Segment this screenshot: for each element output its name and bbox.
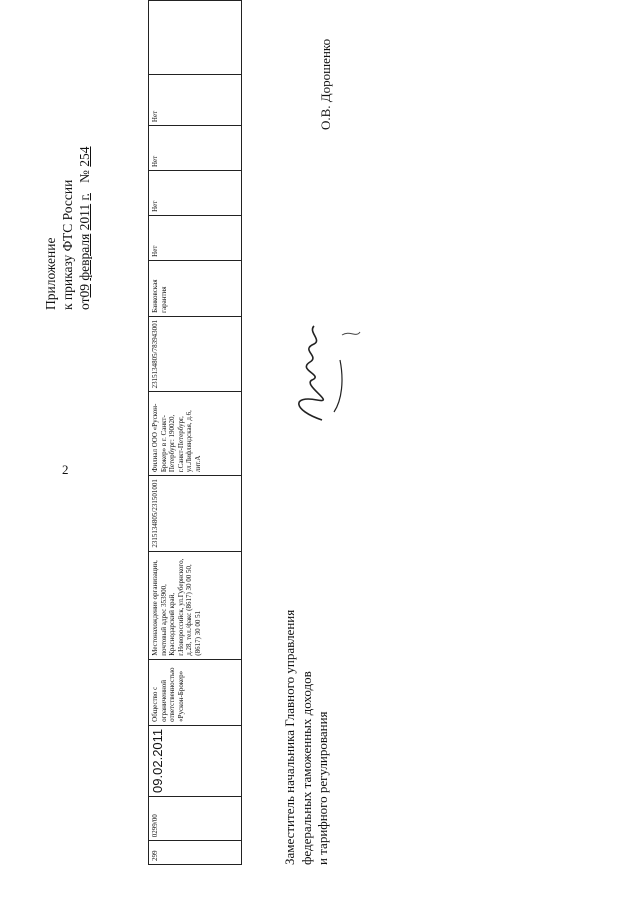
signatory-name: О.В. Дорошенко — [318, 38, 333, 130]
cell-col4: Нет — [149, 75, 242, 126]
cell-col1: Нет — [149, 215, 242, 260]
cell-org: Общество с ограниченной ответственностью «Рускон-Брокер» — [149, 659, 242, 725]
appendix-line2: к приказу ФТС России — [60, 179, 75, 310]
signatory-line1: Заместитель начальника Главного управления — [282, 609, 297, 865]
cell-address: Местонахождение организации, почтовый адрес 353900, Краснодарский край, г.Новороссийск, ул.Губернского, д.28, тел./факс (8617) 30 00 50, (8617) 30 00 51 — [149, 551, 242, 659]
signatory-title — [282, 610, 332, 865]
handwritten-signature — [262, 320, 372, 430]
cell-num: 299 — [149, 841, 242, 865]
cell-guarantee: Банковская гарантия — [149, 260, 242, 316]
cell-col2: Нет — [149, 171, 242, 216]
appendix-line1: Приложение — [43, 237, 58, 310]
cell-date: 09.02.2011 — [149, 725, 242, 796]
cell-empty — [149, 1, 242, 75]
cell-code: 0299/00 — [149, 796, 242, 840]
cell-col3: Нет — [149, 126, 242, 171]
appendix-header — [42, 146, 93, 310]
cell-inn: 2315134805/231501001 — [149, 476, 242, 551]
appendix-line3: от09 февраля 2011 г. № 254 — [77, 146, 92, 310]
registry-table — [148, 0, 242, 865]
cell-branch-inn: 2315134805/783943001 — [149, 316, 242, 391]
signatory-line2: федеральных таможенных доходов — [298, 671, 314, 865]
cell-branch: Филиал ООО «Рускон-Брокер» в г. Санкт-Петербург: 190020, г.Санкт-Петербург, ул.Лифляндская, д.6, лит.А — [149, 392, 242, 476]
signatory-line3: и тарифного регулирования — [315, 711, 330, 865]
table-row — [149, 1, 242, 865]
page-number: 2 — [62, 462, 69, 477]
